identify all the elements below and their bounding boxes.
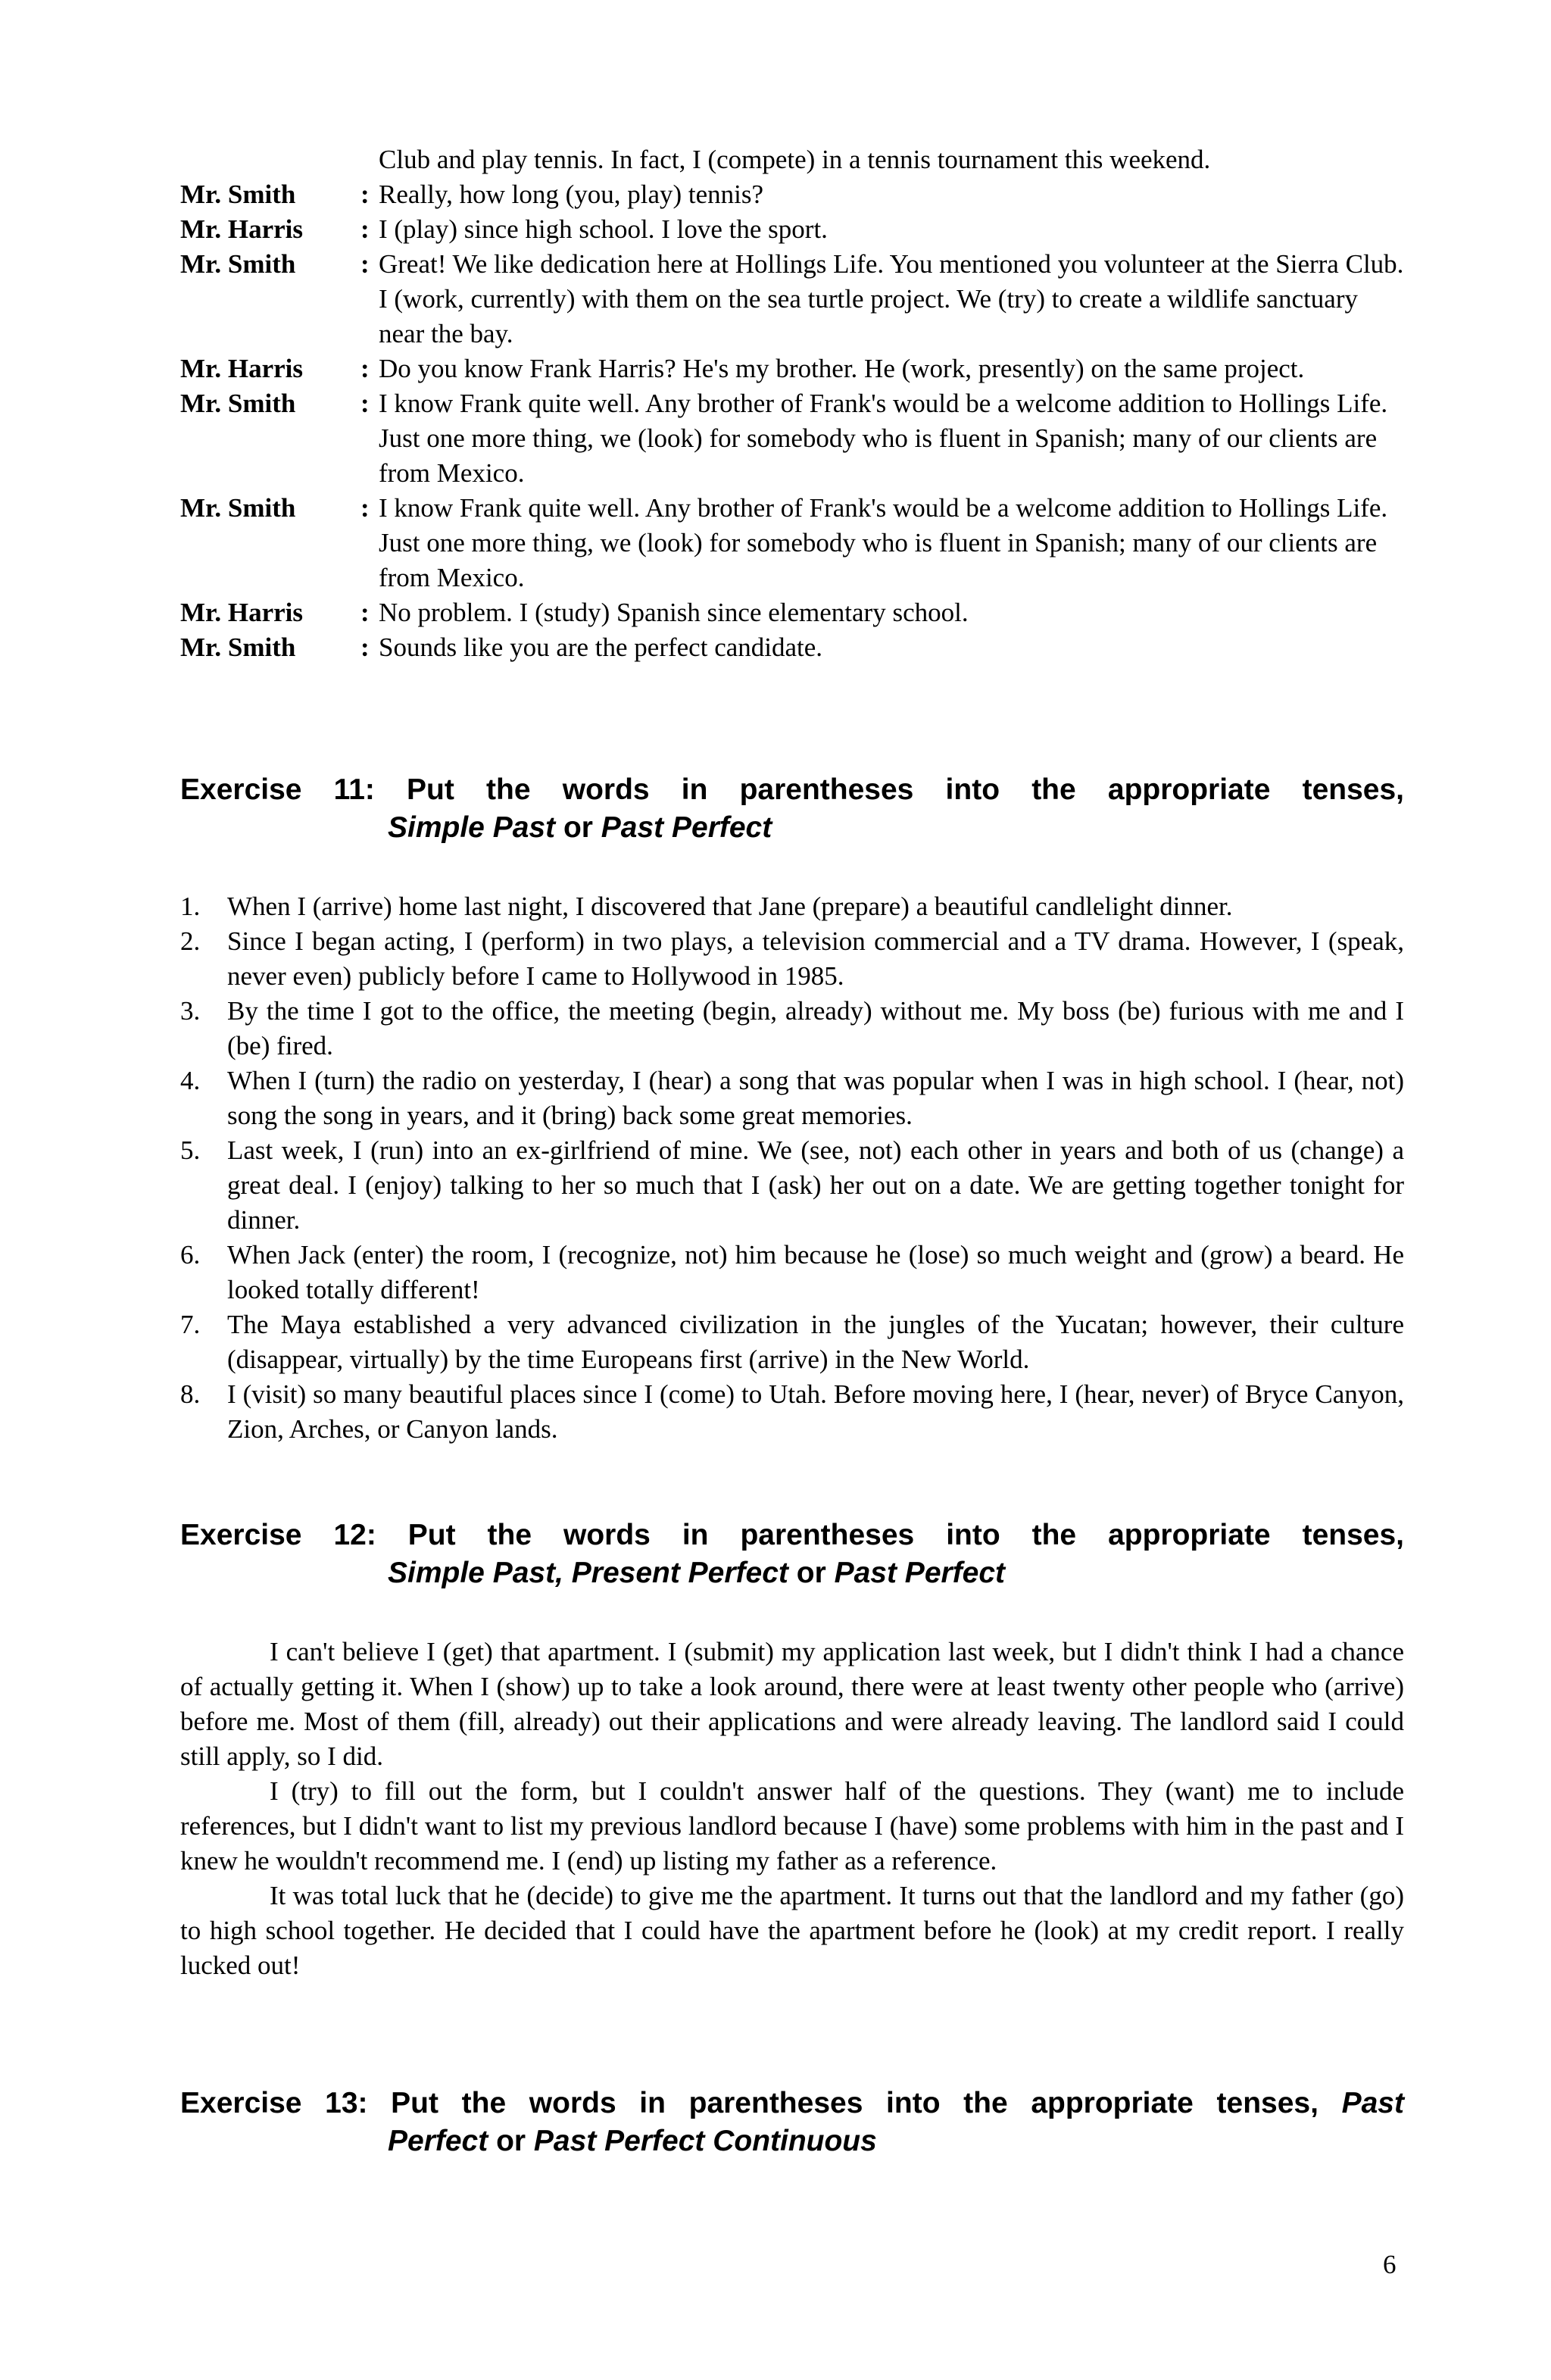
item-number: 6. [180, 1240, 201, 1270]
speaker-colon: : [360, 632, 370, 662]
dialogue-line [180, 177, 1407, 212]
speaker-name: Mr. Smith [180, 389, 296, 418]
dialogue-line [180, 491, 1407, 595]
exercise-12-heading [180, 1516, 1404, 1592]
item-text: The Maya established a very advanced civilization in the jungles of the Yucatan; however, their culture (disappear, virtually) by the time Europeans first (arrive) in the New World. [227, 1310, 1404, 1374]
item-text: By the time I got to the office, the meeting (begin, already) without me. My boss (be) furious with me and I (be) fired. [227, 996, 1404, 1060]
item-number: 2. [180, 926, 201, 956]
item-text: When I (turn) the radio on yesterday, I (hear) a song that was popular when I was in high school. I (hear, not) song the song in years, and it (bring) back some great memories. [227, 1066, 1404, 1130]
page-number: 6 [1383, 2250, 1397, 2279]
item-text: Last week, I (run) into an ex-girlfriend of mine. We (see, not) each other in years and both of us (change) a great deal. I (enjoy) talking to her so much that I (ask) her out on a date. We are getting together tonight for dinner. [227, 1135, 1404, 1235]
exercise-12-tenses [180, 1554, 1404, 1592]
item-number: 3. [180, 996, 201, 1026]
paragraph: I (try) to fill out the form, but I couldn't answer half of the questions. They (want) me to include references, but I didn't want to list my previous landlord because I (have) some problems with him in the past and I knew he wouldn't recommend me. I (end) up listing my father as a reference. [180, 1776, 1404, 1876]
dialogue-text: No problem. I (study) Spanish since elementary school. [379, 598, 969, 627]
speaker-colon: : [360, 249, 370, 279]
dialogue-text: I know Frank quite well. Any brother of Frank's would be a welcome addition to Hollings Life. Just one more thing, we (look) for somebody who is fluent in Spanish; many of our clients are from Mexico. [379, 389, 1388, 488]
dialogue-line [180, 142, 1407, 177]
dialogue-line [180, 351, 1407, 386]
tense-past: Past [1341, 2087, 1404, 2119]
exercise-13-instruction [180, 2085, 1404, 2122]
list-item [180, 1238, 1404, 1307]
dialogue-text: Sounds like you are the perfect candidate. [379, 632, 823, 662]
exercise-13-heading [180, 2085, 1404, 2160]
item-number: 5. [180, 1135, 201, 1165]
item-number: 8. [180, 1379, 201, 1409]
list-item [180, 889, 1404, 924]
dialogue-line [180, 630, 1407, 665]
speaker-colon: : [360, 214, 370, 244]
speaker-colon: : [360, 598, 370, 627]
dialogue-line [180, 386, 1407, 491]
item-text: I (visit) so many beautiful places since I (come) to Utah. Before moving here, I (hear, never) of Bryce Canyon, Zion, Arches, or Canyon lands. [227, 1379, 1404, 1444]
item-number: 7. [180, 1310, 201, 1339]
list-item [180, 1064, 1404, 1133]
list-item [180, 1377, 1404, 1447]
exercise-11-list [180, 889, 1404, 1447]
or-word: or [796, 1557, 826, 1589]
instruction-text: Exercise 13: Put the words in parentheses into the appropriate tenses, [180, 2087, 1319, 2119]
item-text: When I (arrive) home last night, I discovered that Jane (prepare) a beautiful candlelight dinner. [227, 892, 1233, 921]
speaker-name: Mr. Harris [180, 214, 303, 244]
speaker-name: Mr. Harris [180, 354, 303, 383]
dialogue-text: I know Frank quite well. Any brother of Frank's would be a welcome addition to Hollings Life. Just one more thing, we (look) for somebody who is fluent in Spanish; many of our clients are from Mexico. [379, 493, 1388, 592]
or-word: or [496, 2125, 526, 2157]
exercise-12-instruction: Exercise 12: Put the words in parentheses into the appropriate tenses, [180, 1519, 1404, 1551]
speaker-colon: : [360, 180, 370, 209]
item-text: Since I began acting, I (perform) in two plays, a television commercial and a TV drama. However, I (speak, never even) publicly before I came to Hollywood in 1985. [227, 926, 1404, 991]
speaker-name: Mr. Smith [180, 632, 296, 662]
list-item [180, 1133, 1404, 1238]
item-number: 1. [180, 892, 201, 921]
dialogue-line [180, 595, 1407, 630]
tense-simple-past-present-perfect: Simple Past, Present Perfect [388, 1557, 788, 1589]
dialogue-line [180, 247, 1407, 351]
dialogue [180, 142, 1407, 665]
speaker-colon: : [360, 354, 370, 383]
exercise-11-tenses [180, 809, 1404, 847]
or-word: or [563, 811, 593, 844]
tense-past-perfect-continuous: Past Perfect Continuous [533, 2125, 877, 2157]
list-item [180, 1307, 1404, 1377]
paragraph: It was total luck that he (decide) to give me the apartment. It turns out that the landlord and my father (go) to high school together. He decided that I could have the apartment before he (look) at my credit report. I really lucked out! [180, 1881, 1404, 1980]
list-item [180, 994, 1404, 1064]
paragraph: I can't believe I (get) that apartment. I (submit) my application last week, but I didn't think I had a chance of actually getting it. When I (show) up to take a look around, there were at least twenty other people who (arrive) before me. Most of them (fill, already) out their applications and were already leaving. The landlord said I could still apply, so I did. [180, 1637, 1404, 1771]
tense-past-perfect: Past Perfect [601, 811, 772, 844]
tense-simple-past: Simple Past [388, 811, 556, 844]
tense-past-perfect: Past Perfect [834, 1557, 1006, 1589]
speaker-colon: : [360, 493, 370, 523]
item-text: When Jack (enter) the room, I (recognize, not) him because he (lose) so much weight and (grow) a beard. He looked totally different! [227, 1240, 1404, 1304]
exercise-13-tenses [180, 2122, 1404, 2160]
exercise-12-text [180, 1635, 1404, 1983]
dialogue-text: Club and play tennis. In fact, I (compete) in a tennis tournament this weekend. [379, 145, 1211, 174]
speaker-name: Mr. Smith [180, 180, 296, 209]
dialogue-line [180, 212, 1407, 247]
speaker-name: Mr. Harris [180, 598, 303, 627]
list-item [180, 924, 1404, 994]
tense-perfect: Perfect [388, 2125, 488, 2157]
dialogue-text: Really, how long (you, play) tennis? [379, 180, 764, 209]
dialogue-text: I (play) since high school. I love the sport. [379, 214, 828, 244]
speaker-colon: : [360, 389, 370, 418]
dialogue-text: Great! We like dedication here at Hollings Life. You mentioned you volunteer at the Sierra Club. I (work, currently) with them on the sea turtle project. We (try) to create a wildlife sanctuary near the bay. [379, 249, 1404, 348]
item-number: 4. [180, 1066, 201, 1095]
dialogue-text: Do you know Frank Harris? He's my brother. He (work, presently) on the same project. [379, 354, 1305, 383]
speaker-name: Mr. Smith [180, 493, 296, 523]
exercise-11-instruction: Exercise 11: Put the words in parentheses into the appropriate tenses, [180, 773, 1404, 806]
speaker-name: Mr. Smith [180, 249, 296, 279]
exercise-11-heading [180, 771, 1404, 847]
